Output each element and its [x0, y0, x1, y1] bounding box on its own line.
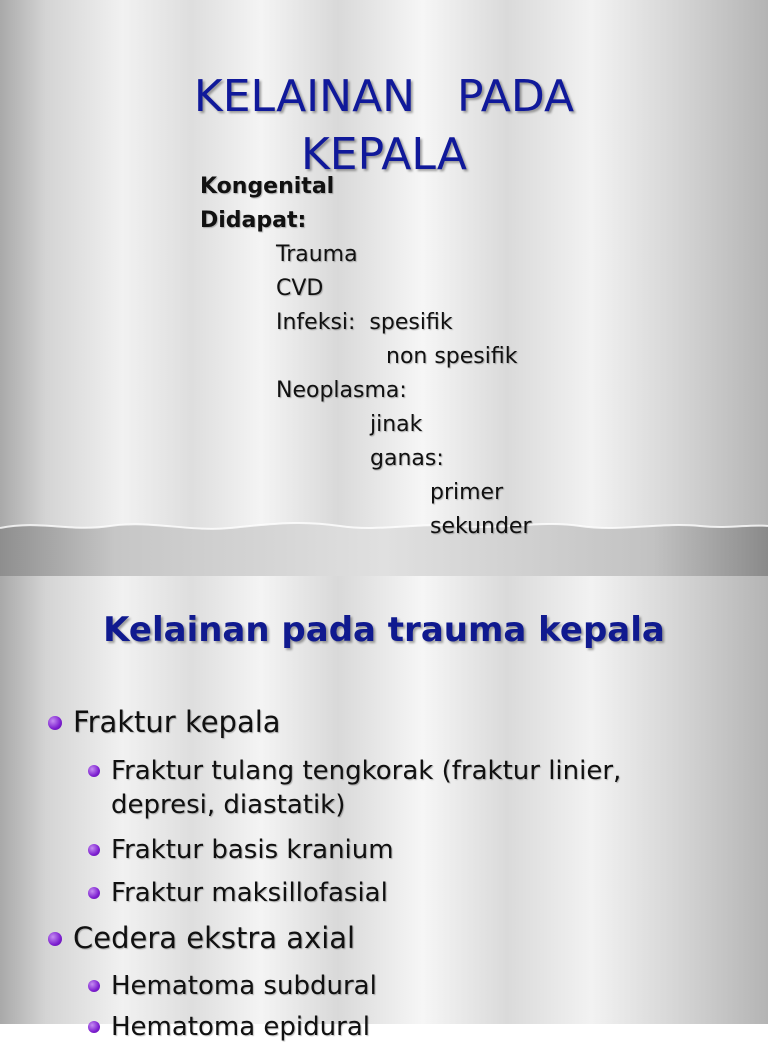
bullet-dot-icon [88, 765, 100, 777]
bullet-cedera-ekstra-axial [48, 920, 748, 956]
bullet-dot-icon [88, 1021, 100, 1033]
bullet-dot-icon [88, 887, 100, 899]
outline-line-sekunder: sekunder [430, 514, 532, 539]
bullet-fraktur-maksillofasial [88, 876, 728, 910]
outline-line-primer: primer [430, 480, 504, 505]
outline-line-jinak: jinak [370, 412, 423, 437]
bullet-text: Fraktur basis kranium [111, 835, 394, 865]
bullet-dot-icon [88, 980, 100, 992]
bullet-fraktur-kepala [48, 704, 748, 740]
bullet-text: Hematoma epidural [111, 1012, 370, 1042]
bullet-hematoma-epidural [88, 1010, 728, 1044]
outline-line-didapat: Didapat: [200, 208, 307, 233]
slide-2-title: Kelainan pada trauma kepala [103, 610, 665, 650]
slide-2 [0, 576, 768, 1042]
curtain-floor-wave [0, 518, 768, 576]
bullet-text: Fraktur maksillofasial [111, 878, 388, 908]
bullet-fraktur-tulang-tengkorak [88, 754, 728, 822]
outline-line-ganas: ganas: [370, 446, 444, 471]
bullet-dot-icon [48, 716, 62, 730]
outline-line-neoplasma: Neoplasma: [276, 378, 407, 403]
bullet-text: Fraktur kepala [73, 705, 281, 739]
outline-line-cvd: CVD [276, 276, 324, 301]
bullet-fraktur-basis-kranium [88, 833, 728, 867]
slide-1-title: KELAINAN PADA KEPALA [193, 71, 575, 180]
outline-line-trauma: Trauma [276, 242, 358, 267]
bullet-text: Cedera ekstra axial [73, 921, 356, 955]
outline-line-non-spesifik: non spesifik [386, 344, 518, 369]
bullet-text: Hematoma subdural [111, 971, 377, 1001]
bullet-dot-icon [88, 844, 100, 856]
bullet-hematoma-subdural [88, 969, 728, 1003]
bullet-dot-icon [48, 932, 62, 946]
outline-line-kongenital: Kongenital [200, 174, 335, 199]
bullet-text: Fraktur tulang tengkorak (fraktur linier, depresi, diastatik) [111, 756, 622, 820]
outline-line-infeksi: Infeksi: spesifik [276, 310, 453, 335]
